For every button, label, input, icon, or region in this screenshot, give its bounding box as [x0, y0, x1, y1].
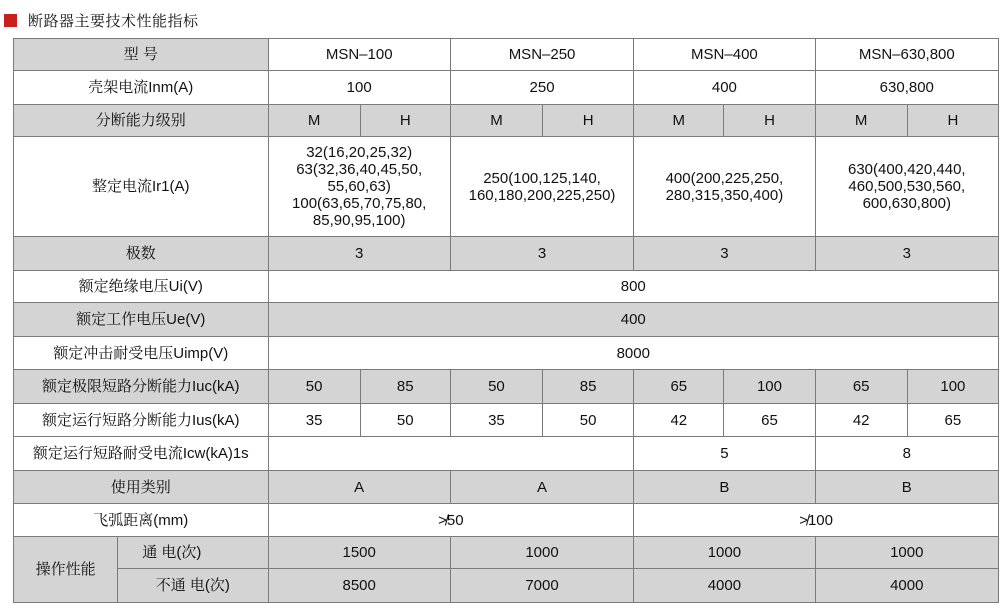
value-line: 400(200,225,250, — [665, 169, 784, 187]
table-cell: 1000 — [450, 537, 633, 569]
value-line: 100(63,65,70,75,80, — [292, 195, 427, 212]
row-icu — [14, 370, 999, 404]
table-cell: M — [268, 105, 360, 137]
label-poles: 极数 — [14, 237, 269, 271]
table-cell: 5 — [634, 437, 815, 471]
row-operation-powered — [14, 537, 999, 569]
model-msn-250: MSN–250 — [450, 39, 633, 71]
table-cell: H — [543, 105, 634, 137]
table-cell: ≯50 — [268, 504, 634, 537]
table-cell: A — [268, 471, 450, 504]
label-category: 使用类别 — [14, 471, 269, 504]
table-cell: ≯100 — [634, 504, 999, 537]
table-cell: M — [450, 105, 542, 137]
table-cell: B — [815, 471, 998, 504]
label-model: 型 号 — [14, 39, 269, 71]
row-insulation-voltage — [14, 271, 999, 303]
red-square-icon — [4, 14, 17, 27]
table-cell: 65 — [907, 404, 998, 437]
table-cell: 100 — [268, 71, 450, 105]
table-cell: 4000 — [634, 569, 815, 603]
row-frame-current — [14, 71, 999, 105]
table-cell: 630,800 — [815, 71, 998, 105]
table-cell: 1000 — [634, 537, 815, 569]
value-line: 32(16,20,25,32) — [306, 144, 413, 161]
value-line: 630(400,420,440, — [847, 161, 966, 178]
table-cell — [450, 137, 633, 237]
table-cell: 42 — [634, 404, 724, 437]
table-cell: 8 — [815, 437, 998, 471]
label-insulation-voltage: 额定绝缘电压Ui(V) — [14, 271, 269, 303]
table-cell: 1000 — [815, 537, 998, 569]
model-msn-630-800: MSN–630,800 — [815, 39, 998, 71]
label-operating-voltage: 额定工作电压Ue(V) — [14, 303, 269, 337]
value-line: 250(100,125,140, — [483, 169, 601, 187]
table-cell: 100 — [724, 370, 815, 404]
table-cell: 35 — [450, 404, 542, 437]
row-category — [14, 471, 999, 504]
table-cell: 50 — [268, 370, 360, 404]
row-icw — [14, 437, 999, 471]
table-cell: 8000 — [268, 337, 999, 370]
table-cell: 8500 — [268, 569, 450, 603]
table-cell: M — [634, 105, 724, 137]
table-cell: 85 — [360, 370, 450, 404]
table-cell: 800 — [268, 271, 999, 303]
row-impulse-voltage — [14, 337, 999, 370]
label-icu: 额定极限短路分断能力Iuc(kA) — [14, 370, 269, 404]
row-arc-distance — [14, 504, 999, 537]
label-operation: 操作性能 — [14, 537, 118, 603]
row-poles — [14, 237, 999, 271]
label-setting-current: 整定电流Ir1(A) — [14, 137, 269, 237]
label-impulse-voltage: 额定冲击耐受电压Uimp(V) — [14, 337, 269, 370]
table-cell: H — [724, 105, 815, 137]
table-cell: 65 — [724, 404, 815, 437]
label-icw: 额定运行短路耐受电流Icw(kA)1s — [14, 437, 269, 471]
value-line: 460,500,530,560, — [848, 178, 966, 195]
table-cell: 50 — [543, 404, 634, 437]
table-cell: 4000 — [815, 569, 998, 603]
table-cell: 3 — [268, 237, 450, 271]
value-line: 63(32,36,40,45,50, — [296, 161, 423, 178]
table-cell: 65 — [815, 370, 907, 404]
table-cell: 42 — [815, 404, 907, 437]
table-cell: 400 — [268, 303, 999, 337]
table-cell: 50 — [450, 370, 542, 404]
value-line: 55,60,63) — [327, 178, 391, 195]
label-frame-current: 壳架电流Inm(A) — [14, 71, 269, 105]
table-cell — [815, 137, 998, 237]
row-breaking-grade — [14, 105, 999, 137]
section-heading — [4, 9, 199, 31]
section-title: 断路器主要技术性能指标 — [28, 12, 199, 30]
value-line: 160,180,200,225,250) — [468, 186, 616, 204]
table-cell: 400 — [634, 71, 815, 105]
table-cell: 7000 — [450, 569, 633, 603]
table-cell: H — [907, 105, 998, 137]
label-unpowered: 不通 电(次) — [118, 569, 268, 603]
label-breaking-grade: 分断能力级别 — [14, 105, 269, 137]
table-cell — [268, 137, 450, 237]
row-operating-voltage — [14, 303, 999, 337]
table-cell: 1500 — [268, 537, 450, 569]
table-cell: 3 — [450, 237, 633, 271]
table-cell: 35 — [268, 404, 360, 437]
table-cell: 3 — [634, 237, 815, 271]
model-msn-100: MSN–100 — [268, 39, 450, 71]
label-powered: 通 电(次) — [118, 537, 268, 569]
row-model — [14, 39, 999, 71]
table-cell: 3 — [815, 237, 998, 271]
label-ics: 额定运行短路分断能力Ius(kA) — [14, 404, 269, 437]
table-cell — [268, 437, 634, 471]
value-line: 280,315,350,400) — [665, 186, 784, 204]
spec-table — [13, 38, 999, 603]
table-cell: 250 — [450, 71, 633, 105]
row-setting-current — [14, 137, 999, 237]
row-operation-unpowered — [14, 569, 999, 603]
value-line: 85,90,95,100) — [312, 212, 406, 229]
row-ics — [14, 404, 999, 437]
table-cell: 50 — [360, 404, 450, 437]
table-cell: H — [360, 105, 450, 137]
table-cell: 65 — [634, 370, 724, 404]
table-cell — [634, 137, 815, 237]
label-arc-distance: 飞弧距离(mm) — [14, 504, 269, 537]
table-cell: A — [450, 471, 633, 504]
table-cell: B — [634, 471, 815, 504]
model-msn-400: MSN–400 — [634, 39, 815, 71]
table-cell: 100 — [907, 370, 998, 404]
value-line: 600,630,800) — [862, 195, 951, 212]
table-cell: M — [815, 105, 907, 137]
table-cell: 85 — [543, 370, 634, 404]
